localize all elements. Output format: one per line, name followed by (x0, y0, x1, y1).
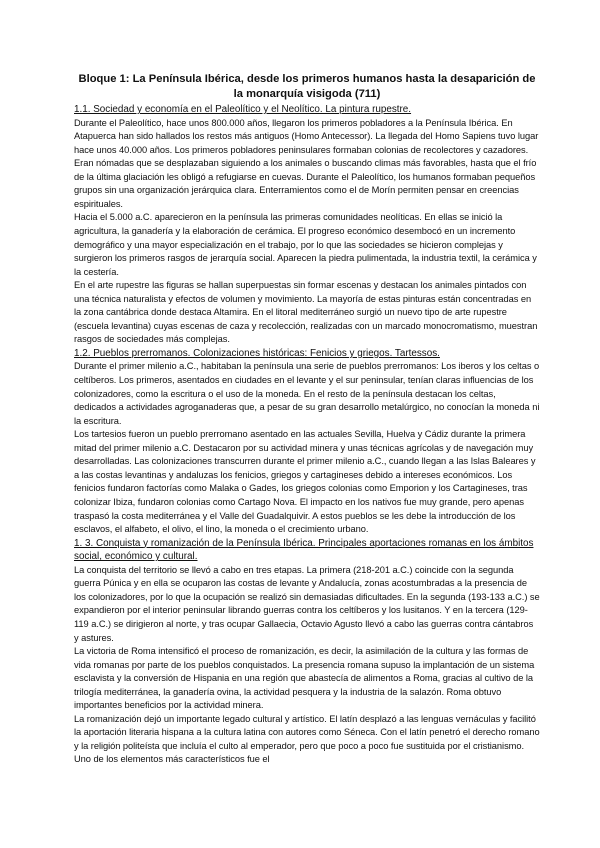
section-heading-1-2: 1.2. Pueblos prerromanos. Colonizaciones históricas: Fenicios y griegos. Tartessos. (74, 347, 440, 359)
document-title: Bloque 1: La Península Ibérica, desde los primeros humanos hasta la desaparición de la monarquía visigoda (711) (78, 73, 536, 100)
paragraph: En el arte rupestre las figuras se hallan superpuestas sin formar escenas y destacan los animales pintados con una técnica naturalista y efectos de volumen y movimiento. La mayoría de estas pinturas están concentradas en la zona cantábrica donde destaca Altamira. En el litoral mediterráneo surgió un nuevo tipo de arte rupestre (escuela levantina) cuyas escenas de caza y recolección, realizadas con un marcado monocromatismo, muestran rasgos de sociedades más complejas. (74, 280, 538, 345)
paragraph: La victoria de Roma intensificó el proceso de romanización, es decir, la asimilación de la cultura y las formas de vida romanas por parte de los pueblos conquistados. La presencia romana supuso la implantación de un sistema esclavista y la conversión de Hispania en una región que abastecía de alimentos a Roma, gracias al cultivo de la trilogía mediterránea, la ganadería ovina, la actividad pesquera y la industria de la salazón. Roma obtuvo importantes beneficios por la actividad minera. (74, 646, 535, 711)
section-heading-1-1: 1.1. Sociedad y economía en el Paleolítico y el Neolítico. La pintura rupestre. (74, 104, 412, 115)
paragraph: Los tartesios fueron un pueblo prerromano asentado en las actuales Sevilla, Huelva y Cádiz durante la primera mitad del primer milenio a.C. Destacaron por su actividad minera y unas técnicas agrícolas y de navegación muy desarrolladas. Las colonizaciones transcurren durante el primer milenio a.C., cuando llegan a las Islas Baleares y a las costas levantinas y andaluzas los fenicios, griegos y cartagineses debido a intereses económicos. Los fenicios fundaron factorías como Malaka o Gades, los griegos colonias como Emporion y los Cartagineses, tras colonizar Ibiza, fundaron colonias como Cartago Nova. El impacto en los nativos fue muy grande, pero apenas traspasó la costa mediterránea y el Valle del Guadalquivir. A estos pueblos se les debe la introducción de los esclavos, el alfabeto, el olivo, el lino, la moneda o el crecimiento urbano. (74, 429, 536, 535)
section-heading-1-3: 1. 3. Conquista y romanización de la Península Ibérica. Principales aportaciones romanas en los ámbitos social, económico y cultural. (74, 537, 534, 563)
paragraph: La conquista del territorio se llevó a cabo en tres etapas. La primera (218-201 a.C.) coincide con la segunda guerra Púnica y en ella se ocuparon las costas de levante y Andalucía, zonas acostumbradas a la presencia de los colonizadores, por lo que la ocupación se realizó sin demasiadas dificultades. En la segunda (193-133 a.C.) se expandieron por el interior peninsular librando guerras contra los celtíberos y los lusitanos. Y en la tercera (129-119 a.C.) se dirigieron al norte, y tras ocupar Gallaecia, Octavio Agusto llevó a cabo las guerras contra cántabros y astures. (74, 564, 540, 643)
document-body (74, 72, 540, 767)
paragraph: Durante el Paleolítico, hace unos 800.000 años, llegaron los primeros pobladores a la Península Ibérica. En Atapuerca han sido hallados los restos más antiguos (Homo Antecessor). La llegada del Homo Sapiens tuvo lugar hace unos 40.000 años. Los primeros pobladores peninsulares formaban colonias de recolectores y cazadores. Eran nómadas que se desplazaban siguiendo a los animales o buscando climas más favorables, hasta que el frío de la última glaciación les obligó a refugiarse en cuevas. Durante el Paleolítico, los humanos formaban pequeños grupos sin una organización jerárquica clara. Enterramientos como el de Morín permiten pensar en creencias espirituales. (74, 117, 539, 209)
paragraph: La romanización dejó un importante legado cultural y artístico. El latín desplazó a las lenguas vernáculas y facilitó la aportación literaria hispana a la cultura latina con autores como Séneca. Con el latín penetró el derecho romano y la religión politeísta que incluía el culto al emperador, pero que poco a poco fue sustituida por el cristianismo. Uno de los elementos más característicos fue el (74, 713, 540, 765)
paragraph: Hacia el 5.000 a.C. aparecieron en la península las primeras comunidades neolíticas. En ellas se inició la agricultura, la ganadería y la elaboración de cerámica. El progreso económico desembocó en un incremento demográfico y una mayor especialización en el trabajo, por lo que las sociedades se hicieron complejas y surgieron los primeros rasgos de jerarquía social. Aparecen la piedra pulimentada, la industria textil, la cerámica y la cestería. (74, 212, 537, 277)
paragraph: Durante el primer milenio a.C., habitaban la península una serie de pueblos prerromanos: Los iberos y los celtas o celtíberos. Los primeros, asentados en ciudades en el levante y el sur peninsular, tenían claras influencias de los colonizadores, como la escritura o el uso de la moneda. En el resto de la península destacan los celtas, dedicados a actividades agroganaderas que, a pesar de su gran desarrollo metalúrgico, no conocían la moneda ni la escritura. (74, 361, 540, 426)
